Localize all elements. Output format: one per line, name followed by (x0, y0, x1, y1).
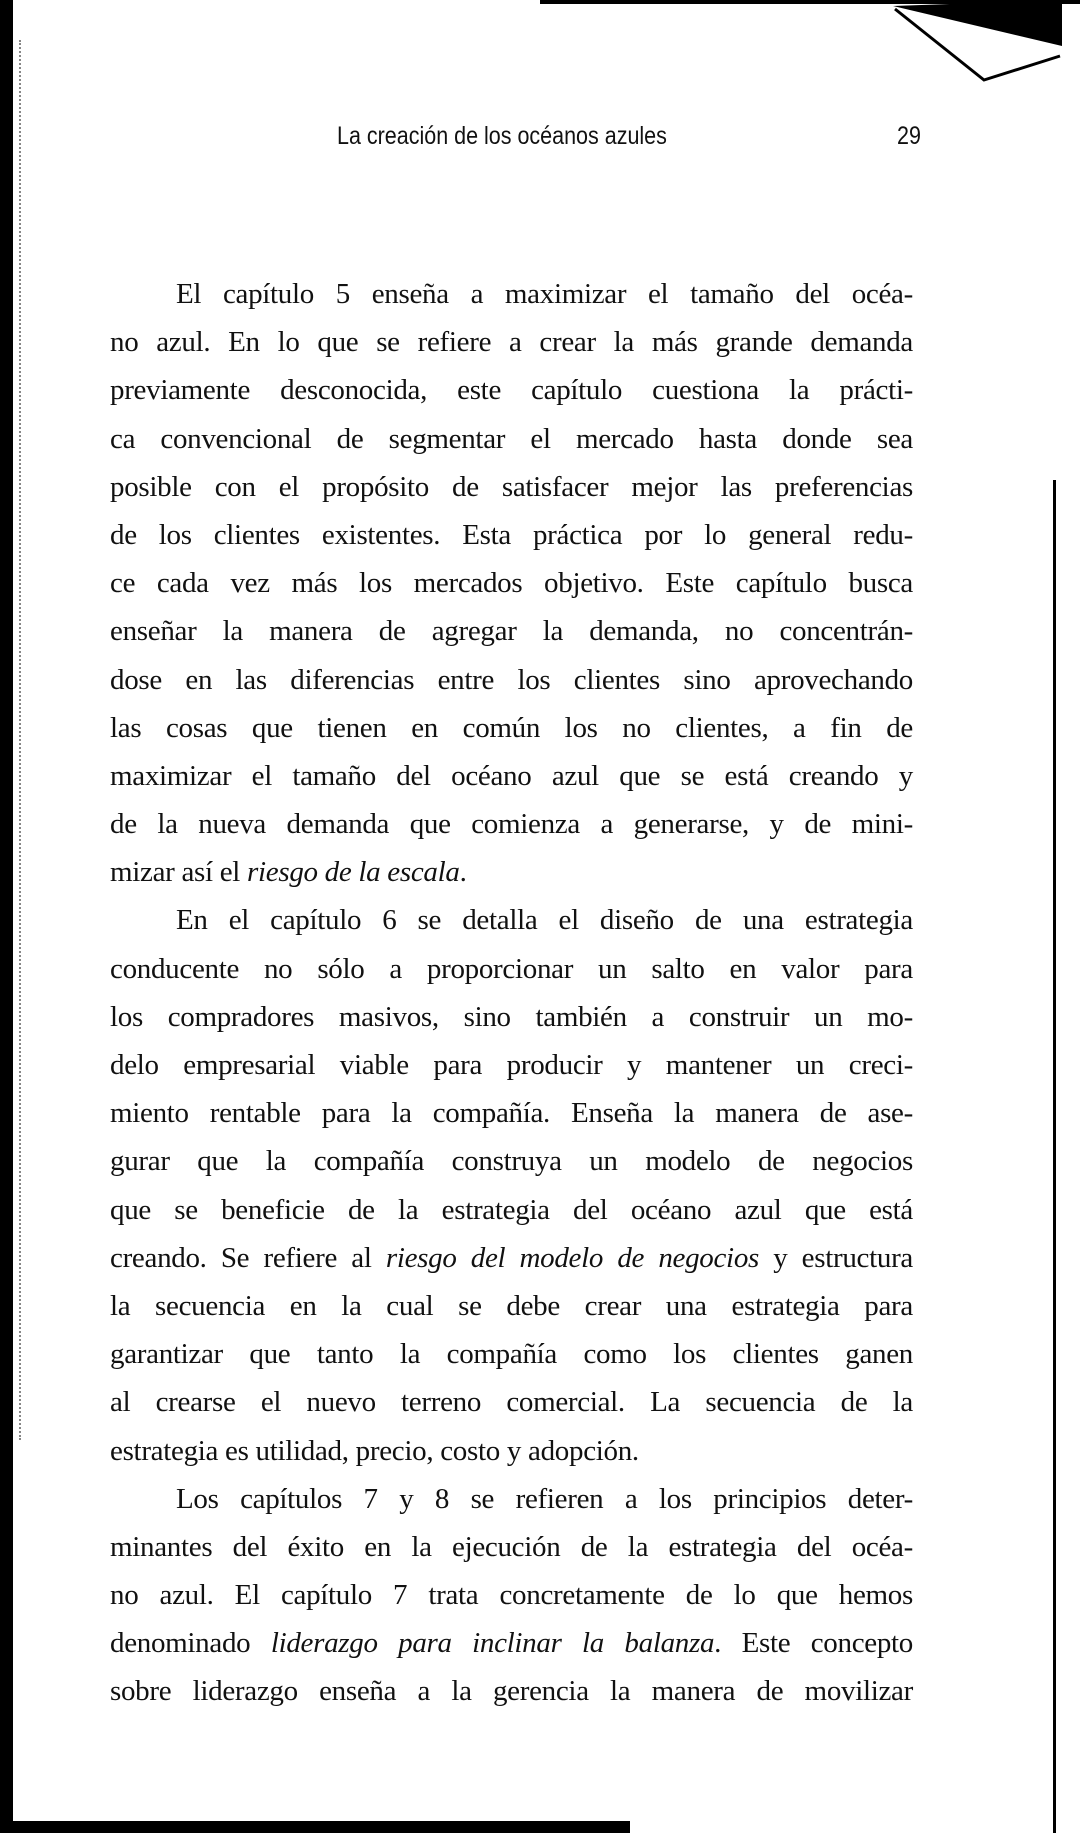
text-line: previamente desconocida, este capítulo cuestiona la prácti- (110, 374, 913, 407)
text-line: la secuencia en la cual se debe crear una estrategia para (110, 1289, 913, 1322)
text-line: ca convencional de segmentar el mercado hasta donde sea (110, 422, 913, 455)
text-line: miento rentable para la compañía. Enseña la manera de ase- (110, 1097, 913, 1130)
scan-gutter-dots (19, 40, 21, 1440)
text-line (110, 848, 913, 896)
text-line: los compradores masivos, sino también a construir un mo- (110, 1000, 913, 1033)
text-line: dose en las diferencias entre los clientes sino aprovechando (110, 663, 913, 696)
text-line: maximizar el tamaño del océano azul que se está creando y (110, 759, 913, 792)
folded-corner-icon (0, 0, 1080, 120)
text-line: posible con el propósito de satisfacer mejor las preferencias (110, 470, 913, 503)
page-number: 29 (897, 122, 921, 150)
body-text (110, 270, 913, 1716)
text-run: mizar así el (110, 856, 248, 889)
text-line: de los clientes existentes. Esta práctica por lo general redu- (110, 518, 913, 551)
text-line: que se beneficie de la estrategia del océano azul que está (110, 1193, 913, 1226)
scan-edge-right (1053, 480, 1056, 1833)
text-line: de la nueva demanda que comienza a generarse, y de mini- (110, 808, 913, 841)
scan-edge-top (540, 0, 1080, 4)
text-run: y estructura (759, 1241, 914, 1274)
italic-term: liderazgo para inclinar la balanza (270, 1627, 715, 1660)
text-line: Los capítulos 7 y 8 se refieren a los principios deter- (176, 1482, 913, 1515)
text-line: las cosas que tienen en común los no clientes, a fin de (110, 711, 913, 744)
text-line: garantizar que tanto la compañía como los clientes ganen (110, 1338, 913, 1371)
text-line: al crearse el nuevo terreno comercial. La secuencia de la (110, 1386, 913, 1419)
text-line: enseñar la manera de agregar la demanda, no concentrán- (110, 615, 913, 648)
running-header (337, 122, 921, 156)
scan-edge-bottom (0, 1821, 630, 1833)
text-line: El capítulo 5 enseña a maximizar el tamaño del océa- (176, 278, 913, 310)
italic-term: riesgo de la escala (247, 856, 460, 889)
text-run: denominado (110, 1627, 271, 1660)
scan-edge-left (0, 0, 13, 1833)
text-line: conducente no sólo a proporcionar un salto en valor para (110, 952, 913, 985)
text-line: gurar que la compañía construya un modelo de negocios (110, 1145, 913, 1178)
text-run: creando. Se refiere al (110, 1241, 386, 1274)
text-run: . (459, 856, 467, 889)
text-line: En el capítulo 6 se detalla el diseño de una estrategia (176, 904, 913, 937)
text-line: estrategia es utilidad, precio, costo y adopción. (110, 1434, 639, 1467)
text-line: sobre liderazgo enseña a la gerencia la manera de movilizar (110, 1675, 913, 1708)
text-line (110, 1619, 913, 1667)
text-line (110, 1234, 913, 1282)
text-line: no azul. En lo que se refiere a crear la más grande demanda (110, 326, 913, 359)
text-run: . Este concepto (714, 1627, 914, 1660)
text-line: minantes del éxito en la ejecución de la estrategia del océa- (110, 1530, 913, 1563)
text-line: no azul. El capítulo 7 trata concretamente de lo que hemos (110, 1579, 913, 1612)
italic-term: riesgo del modelo de negocios (385, 1241, 760, 1274)
paragraph-1 (110, 270, 913, 896)
paragraph-2 (110, 896, 913, 1474)
running-header-title: La creación de los océanos azules (337, 122, 667, 150)
paragraph-3 (110, 1475, 913, 1716)
text-line: delo empresarial viable para producir y mantener un creci- (110, 1049, 913, 1081)
text-line: ce cada vez más los mercados objetivo. Este capítulo busca (110, 567, 913, 600)
